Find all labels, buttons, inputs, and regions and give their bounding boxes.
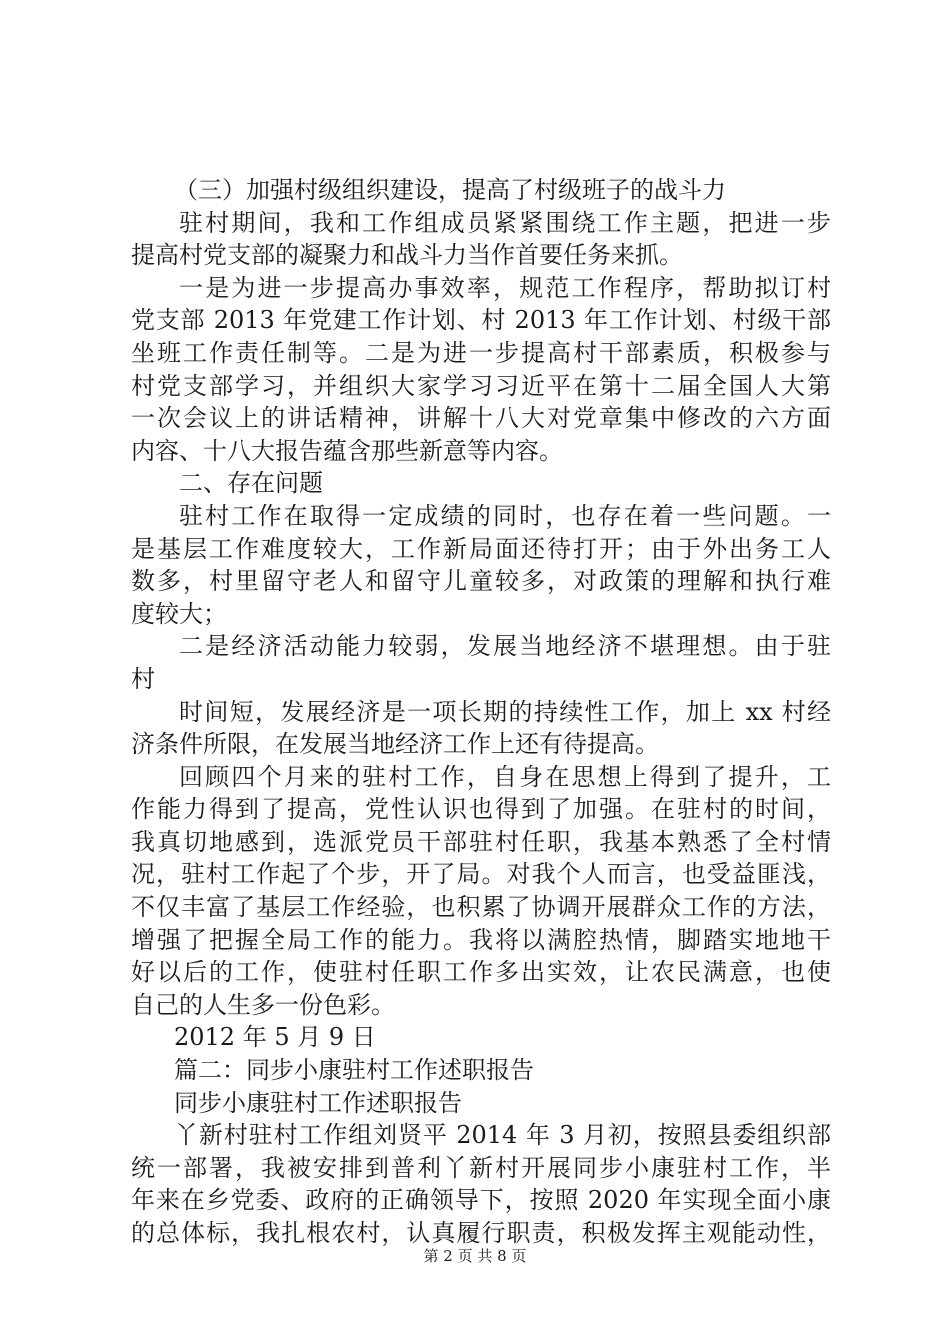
paragraph-line: 驻村期间，我和工作组成员紧紧围绕工作主题，把进一步 [179,208,831,237]
paragraph-line: 一次会议上的讲话精神，讲解十八大对党章集中修改的六方面 [131,404,831,433]
paragraph-line: 况，驻村工作起了个步，开了局。对我个人而言，也受益匪浅， [131,860,831,889]
paragraph-line: 度较大； [131,599,227,628]
paragraph-line: 济条件所限，在发展当地经济工作上还有待提高。 [131,730,659,759]
paragraph-line: 数多，村里留守老人和留守儿童较多，对政策的理解和执行难 [131,567,831,596]
paragraph-line: 的总体标，我扎根农村，认真履行职责，积极发挥主观能动性， [131,1219,831,1247]
paragraph-line: 二是经济活动能力较弱，发展当地经济不堪理想。由于驻 [179,632,831,661]
section-heading: 二、存在问题 [179,469,323,498]
paragraph-line: 统一部署，我被安排到普利丫新村开展同步小康驻村工作，半 [131,1153,831,1182]
paragraph-line: 自己的人生多一份色彩。 [131,990,395,1019]
paragraph-line: 时间短，发展经济是一项长期的持续性工作，加上 xx 村经 [179,697,831,726]
section-heading: （三）加强村级组织建设，提高了村级班子的战斗力 [174,176,726,204]
document-body [131,174,831,1250]
page-indicator: 第 2 页 共 8 页 [423,1247,527,1265]
paragraph-line: 村 [131,664,155,693]
paragraph-line: 是基层工作难度较大，工作新局面还待打开；由于外出务工人 [131,534,831,563]
document-title: 同步小康驻村工作述职报告 [174,1088,462,1117]
paragraph-line: 村党支部学习，并组织大家学习习近平在第十二届全国人大第 [131,371,831,400]
paragraph-line: 提高村党支部的凝聚力和战斗力当作首要任务来抓。 [131,241,683,270]
paragraph-line: 驻村工作在取得一定成绩的同时，也存在着一些问题。一 [179,501,831,530]
paragraph-line: 我真切地感到，选派党员干部驻村任职，我基本熟悉了全村情 [131,827,831,856]
date-line: 2012 年 5 月 9 日 [174,1023,376,1052]
paragraph-line: 坐班工作责任制等。二是为进一步提高村干部素质，积极参与 [131,338,831,367]
paragraph-line: 好以后的工作，使驻村任职工作多出实效，让农民满意，也使 [131,958,831,987]
page-footer [0,1245,950,1266]
paragraph-line: 不仅丰富了基层工作经验，也积累了协调开展群众工作的方法， [131,893,831,922]
paragraph-line: 增强了把握全局工作的能力。我将以满腔热情，脚踏实地地干 [131,925,831,954]
paragraph-line: 一是为进一步提高办事效率，规范工作程序，帮助拟订村 [179,273,831,302]
paragraph-line: 年来在乡党委、政府的正确领导下，按照 2020 年实现全面小康 [131,1186,831,1215]
paragraph-line: 党支部 2013 年党建工作计划、村 2013 年工作计划、村级干部 [131,306,831,335]
paragraph-line: 回顾四个月来的驻村工作，自身在思想上得到了提升，工 [179,762,831,791]
section-heading: 篇二：同步小康驻村工作述职报告 [174,1056,534,1085]
paragraph-line: 丫新村驻村工作组刘贤平 2014 年 3 月初，按照县委组织部 [174,1121,831,1150]
paragraph-line: 作能力得到了提高，党性认识也得到了加强。在驻村的时间， [131,795,831,824]
paragraph-line: 内容、十八大报告蕴含那些新意等内容。 [131,436,563,465]
